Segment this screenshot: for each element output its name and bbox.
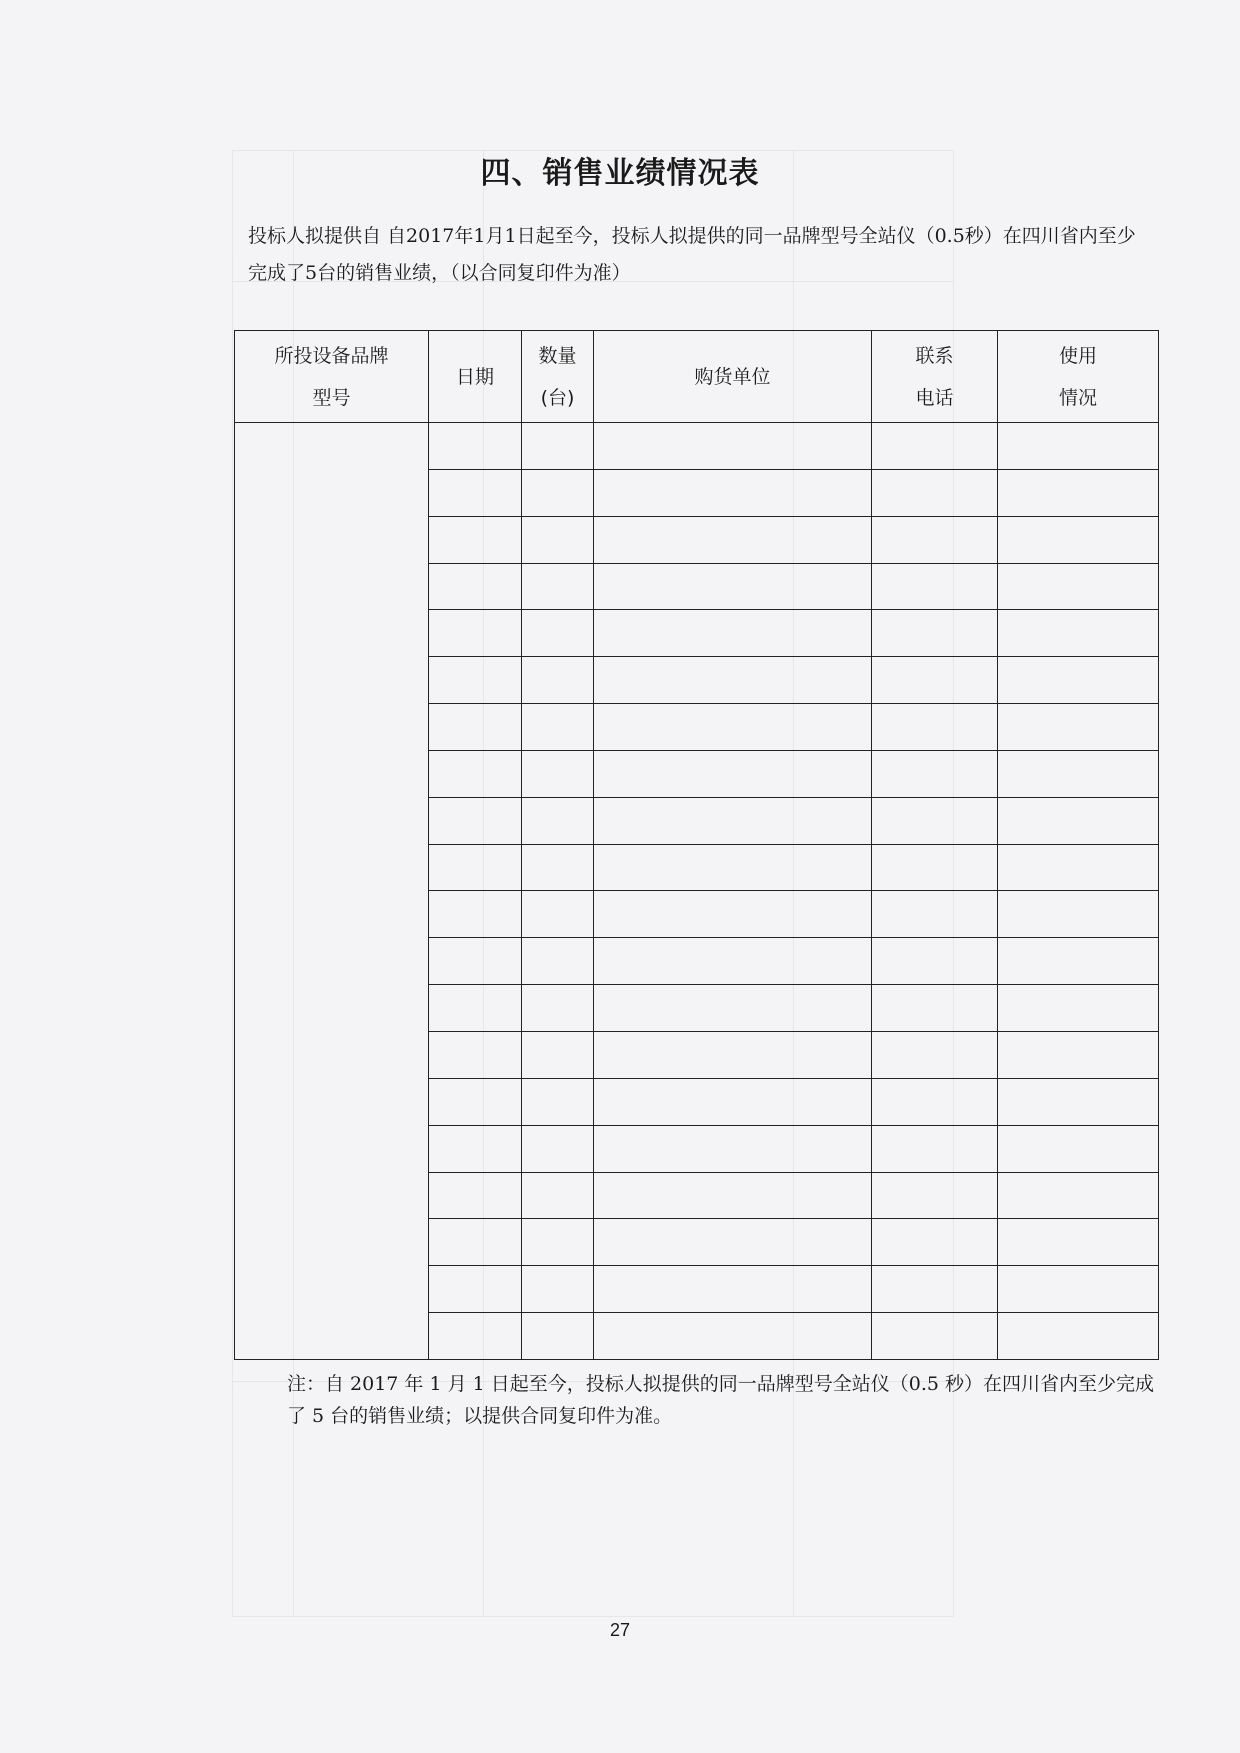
phone-cell — [872, 610, 998, 657]
usage-cell — [998, 704, 1159, 751]
date-cell — [429, 1078, 522, 1125]
quantity-cell — [522, 1078, 594, 1125]
quantity-cell — [522, 657, 594, 704]
date-cell — [429, 1172, 522, 1219]
quantity-cell — [522, 1172, 594, 1219]
quantity-cell — [522, 1219, 594, 1266]
date-cell — [429, 423, 522, 470]
quantity-cell — [522, 563, 594, 610]
date-cell — [429, 750, 522, 797]
phone-cell — [872, 516, 998, 563]
phone-cell — [872, 985, 998, 1032]
usage-cell — [998, 1219, 1159, 1266]
date-cell — [429, 657, 522, 704]
date-cell — [429, 797, 522, 844]
usage-cell — [998, 469, 1159, 516]
header-phone-line1: 联系 — [915, 344, 954, 367]
quantity-cell — [522, 704, 594, 751]
quantity-cell — [522, 469, 594, 516]
date-cell — [429, 469, 522, 516]
sales-performance-table — [234, 330, 1159, 1360]
usage-cell — [998, 891, 1159, 938]
phone-cell — [872, 797, 998, 844]
header-usage-line2: 情况 — [1058, 386, 1097, 409]
phone-cell — [872, 423, 998, 470]
phone-cell — [872, 1266, 998, 1313]
model-cell-merged — [235, 423, 429, 1360]
usage-cell — [998, 516, 1159, 563]
usage-cell — [998, 797, 1159, 844]
phone-cell — [872, 469, 998, 516]
buyer-cell — [594, 563, 872, 610]
phone-cell — [872, 1172, 998, 1219]
usage-cell — [998, 1078, 1159, 1125]
header-quantity-line2: (台) — [540, 386, 575, 409]
date-cell — [429, 938, 522, 985]
phone-cell — [872, 891, 998, 938]
quantity-cell — [522, 750, 594, 797]
buyer-cell — [594, 657, 872, 704]
table-header-row — [235, 331, 1159, 423]
phone-cell — [872, 844, 998, 891]
header-quantity-line1: 数量 — [538, 344, 577, 367]
buyer-cell — [594, 891, 872, 938]
header-usage-line1: 使用 — [1058, 344, 1097, 367]
phone-cell — [872, 1125, 998, 1172]
header-phone — [872, 331, 998, 423]
buyer-cell — [594, 1266, 872, 1313]
buyer-cell — [594, 1219, 872, 1266]
quantity-cell — [522, 1031, 594, 1078]
buyer-cell — [594, 750, 872, 797]
page-title: 四、销售业绩情况表 — [480, 156, 760, 191]
usage-cell — [998, 985, 1159, 1032]
quantity-cell — [522, 985, 594, 1032]
quantity-cell — [522, 1313, 594, 1360]
phone-cell — [872, 704, 998, 751]
buyer-cell — [594, 1031, 872, 1078]
header-model-line1: 所投设备品牌 — [274, 344, 389, 367]
buyer-cell — [594, 797, 872, 844]
buyer-cell — [594, 516, 872, 563]
buyer-cell — [594, 985, 872, 1032]
date-cell — [429, 1031, 522, 1078]
buyer-cell — [594, 938, 872, 985]
phone-cell — [872, 1313, 998, 1360]
date-cell — [429, 563, 522, 610]
quantity-cell — [522, 1266, 594, 1313]
date-cell — [429, 1125, 522, 1172]
quantity-cell — [522, 844, 594, 891]
header-date: 日期 — [429, 331, 522, 423]
quantity-cell — [522, 938, 594, 985]
buyer-cell — [594, 610, 872, 657]
header-model-line2: 型号 — [312, 386, 351, 409]
usage-cell — [998, 844, 1159, 891]
usage-cell — [998, 563, 1159, 610]
table-body — [235, 423, 1159, 1360]
quantity-cell — [522, 423, 594, 470]
usage-cell — [998, 1172, 1159, 1219]
header-phone-line2: 电话 — [915, 386, 954, 409]
buyer-cell — [594, 1078, 872, 1125]
header-buyer: 购货单位 — [594, 331, 872, 423]
date-cell — [429, 844, 522, 891]
phone-cell — [872, 1031, 998, 1078]
quantity-cell — [522, 797, 594, 844]
header-model — [235, 331, 429, 423]
buyer-cell — [594, 469, 872, 516]
usage-cell — [998, 1031, 1159, 1078]
usage-cell — [998, 610, 1159, 657]
phone-cell — [872, 750, 998, 797]
page-number: 27 — [609, 1620, 631, 1640]
date-cell — [429, 704, 522, 751]
quantity-cell — [522, 1125, 594, 1172]
date-cell — [429, 1313, 522, 1360]
header-usage — [998, 331, 1159, 423]
buyer-cell — [594, 1125, 872, 1172]
date-cell — [429, 516, 522, 563]
footnote: 注：自 2017 年 1 月 1 日起至今，投标人拟提供的同一品牌型号全站仪（0.5 秒）在四川省内至少完成了 5 台的销售业绩；以提供合同复印件为准。 — [287, 1373, 1155, 1427]
date-cell — [429, 610, 522, 657]
header-quantity — [522, 331, 594, 423]
buyer-cell — [594, 1313, 872, 1360]
phone-cell — [872, 1219, 998, 1266]
buyer-cell — [594, 844, 872, 891]
usage-cell — [998, 657, 1159, 704]
date-cell — [429, 985, 522, 1032]
usage-cell — [998, 938, 1159, 985]
quantity-cell — [522, 516, 594, 563]
phone-cell — [872, 1078, 998, 1125]
intro-paragraph: 投标人拟提供自 自2017年1月1日起至今，投标人拟提供的同一品牌型号全站仪（0.5秒）在四川省内至少完成了5台的销售业绩，（以合同复印件为准） — [248, 225, 1136, 284]
usage-cell — [998, 1125, 1159, 1172]
table-row — [235, 423, 1159, 470]
usage-cell — [998, 750, 1159, 797]
quantity-cell — [522, 891, 594, 938]
buyer-cell — [594, 1172, 872, 1219]
phone-cell — [872, 938, 998, 985]
buyer-cell — [594, 423, 872, 470]
buyer-cell — [594, 704, 872, 751]
phone-cell — [872, 563, 998, 610]
date-cell — [429, 1219, 522, 1266]
usage-cell — [998, 1266, 1159, 1313]
date-cell — [429, 1266, 522, 1313]
date-cell — [429, 891, 522, 938]
phone-cell — [872, 657, 998, 704]
usage-cell — [998, 1313, 1159, 1360]
quantity-cell — [522, 610, 594, 657]
usage-cell — [998, 423, 1159, 470]
